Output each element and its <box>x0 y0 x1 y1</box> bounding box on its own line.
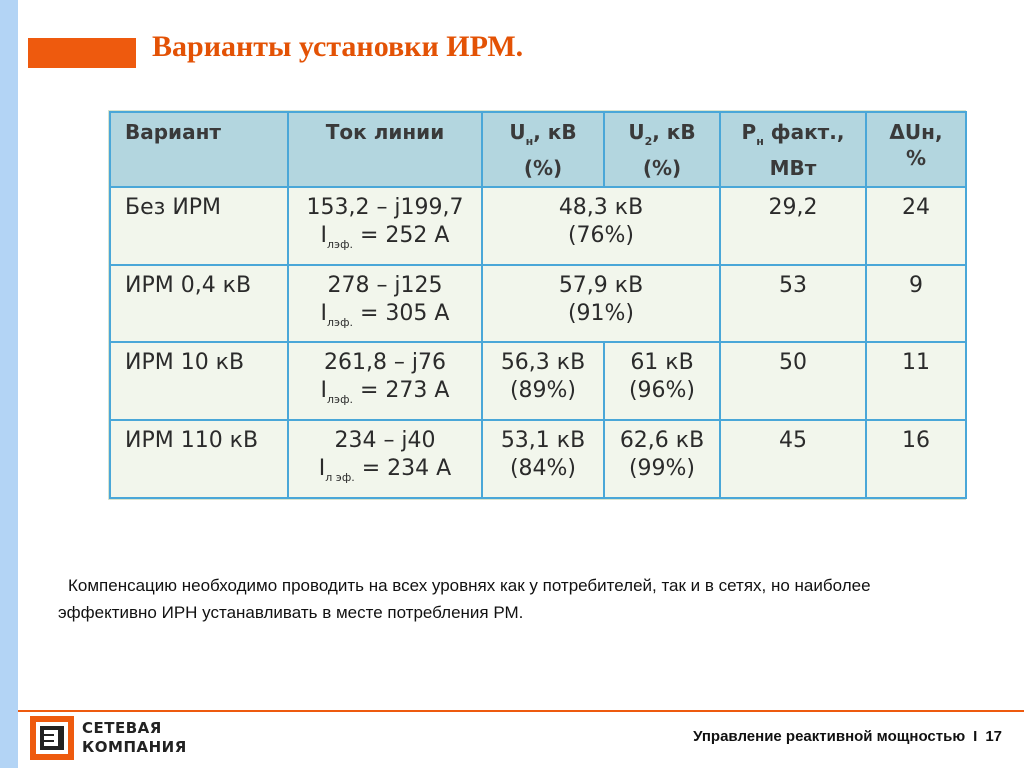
footer-title: Управление реактивной мощностью <box>693 728 966 745</box>
left-decor-stripe <box>0 0 18 768</box>
table-row <box>110 265 966 343</box>
cell-p-fact: 50 <box>720 342 866 420</box>
cell-variant: Без ИРМ <box>110 187 288 265</box>
header-u2: $U_2$, кВ (%) <box>604 112 720 187</box>
cell-current: 153,2 – j199,7 $I_{лэф.} = 252$ А <box>288 187 482 265</box>
cell-variant: ИРМ 110 кВ <box>110 420 288 498</box>
cell-delta-u: 24 <box>866 187 966 265</box>
footer-caption <box>693 728 1002 745</box>
cell-delta-u: 9 <box>866 265 966 343</box>
cell-u-n: 56,3 кВ (89%) <box>482 342 604 420</box>
cell-current: 234 – j40 $I_{л эф.} = 234$ А <box>288 420 482 498</box>
logo-line-1: СЕТЕВАЯ <box>82 719 162 737</box>
page-number: 17 <box>985 728 1002 745</box>
variants-table-container <box>108 110 966 500</box>
cell-u-n: 53,1 кВ (84%) <box>482 420 604 498</box>
logo-line-2: КОМПАНИЯ <box>82 738 187 756</box>
cell-u2: 62,6 кВ (99%) <box>604 420 720 498</box>
header-current: Ток линии <box>288 112 482 187</box>
header-u-n: $U_н$, кВ (%) <box>482 112 604 187</box>
cell-variant: ИРМ 0,4 кВ <box>110 265 288 343</box>
variants-table <box>109 111 967 499</box>
cell-delta-u: 16 <box>866 420 966 498</box>
company-logo-icon <box>30 716 74 760</box>
title-accent-bar <box>28 38 136 68</box>
cell-current: 278 – j125 $I_{лэф.} = 305$ А <box>288 265 482 343</box>
header-p-fact: $P_н$ факт., МВт <box>720 112 866 187</box>
cell-delta-u: 11 <box>866 342 966 420</box>
company-logo-text <box>82 719 187 757</box>
cell-voltage-combined: 57,9 кВ (91%) <box>482 265 720 343</box>
cell-p-fact: 53 <box>720 265 866 343</box>
cell-voltage-combined: 48,3 кВ (76%) <box>482 187 720 265</box>
table-row <box>110 187 966 265</box>
cell-variant: ИРМ 10 кВ <box>110 342 288 420</box>
cell-p-fact: 29,2 <box>720 187 866 265</box>
table-row <box>110 342 966 420</box>
note-paragraph: Компенсацию необходимо проводить на всех уровнях как у потребителей, так и в сетях, но наиболее эффективно ИРН устанавливать в месте потребления РМ. <box>58 576 871 622</box>
cell-p-fact: 45 <box>720 420 866 498</box>
slide-title: Варианты установки ИРМ. <box>152 30 524 63</box>
footer-separator: I <box>973 728 978 745</box>
header-delta-u: ΔUн, % <box>866 112 966 187</box>
table-row <box>110 420 966 498</box>
header-variant: Вариант <box>110 112 288 187</box>
cell-current: 261,8 – j76 $I_{лэф.} = 273$ А <box>288 342 482 420</box>
footer-divider <box>18 710 1024 712</box>
cell-u2: 61 кВ (96%) <box>604 342 720 420</box>
table-header-row <box>110 112 966 187</box>
